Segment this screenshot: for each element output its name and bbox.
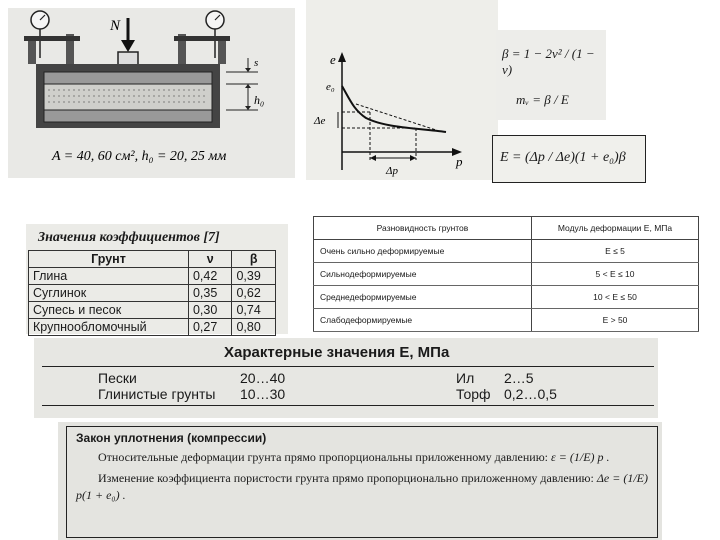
char-item-clay-name: Глинистые грунты xyxy=(98,386,216,402)
characteristic-title: Характерные значения E, МПа xyxy=(224,344,450,361)
coef-header-beta: β xyxy=(232,251,276,268)
law-text xyxy=(76,430,648,504)
e-formula: E = (Δp / Δe)(1 + e₀)β xyxy=(500,150,626,165)
law-title: Закон уплотнения (компрессии) xyxy=(76,431,267,445)
beta-formula: β = 1 − 2ν² / (1 − ν) xyxy=(502,46,595,77)
mv-formula: mᵥ = β / E xyxy=(516,92,569,107)
dp-label: Δp xyxy=(386,165,398,177)
coef-header-nu: ν xyxy=(188,251,232,268)
coefficients-title: Значения коэффициентов [7] xyxy=(38,230,220,245)
compression-curve xyxy=(342,86,446,132)
law-formula-1: ε = (1/E) p . xyxy=(551,450,610,464)
char-item-sand-value: 20…40 xyxy=(240,370,286,386)
e0-label: e₀ xyxy=(326,81,335,93)
deform-header-modulus: Модуль деформации E, МПа xyxy=(532,217,699,240)
load-label: N xyxy=(110,18,121,34)
deformability-table xyxy=(313,216,699,332)
compression-graph xyxy=(306,0,498,180)
de-label: Δe xyxy=(314,115,326,127)
char-item-peat-value: 0,2…0,5 xyxy=(504,386,557,402)
law-paragraph-2: Изменение коэффициента пористости грунта прямо пропорционально приложенному давлению: Δe = (1/E) p(1 + e₀) . xyxy=(76,471,648,502)
law-paragraph-1: Относительные деформации грунта прямо пропорциональны приложенному давлению: ε = (1/E) p . xyxy=(98,450,610,464)
table-row: Сильнодеформируемые 5 < E ≤ 10 xyxy=(314,263,699,286)
p-axis-label: p xyxy=(456,154,463,169)
char-item-clay-value: 10…30 xyxy=(240,386,286,402)
char-item-sand-name: Пески xyxy=(98,370,137,386)
diagram-caption: A = 40, 60 см², h₀ = 20, 25 мм xyxy=(52,149,227,164)
char-item-silt-name: Ил xyxy=(456,370,475,386)
table-row: Очень сильно деформируемые E ≤ 5 xyxy=(314,240,699,263)
table-row: Слабодеформируемые E > 50 xyxy=(314,309,699,332)
deform-header-type: Разновидность грунтов xyxy=(314,217,532,240)
char-item-silt-value: 2…5 xyxy=(504,370,534,386)
oedometer-diagram xyxy=(8,8,295,178)
table-row: Крупнообломочный 0,27 0,80 xyxy=(29,319,276,336)
table-row: Супесь и песок 0,30 0,74 xyxy=(29,302,276,319)
law-formula-2: Δe = (1/E) p(1 + e₀) . xyxy=(76,471,648,502)
coefficients-table xyxy=(28,250,276,336)
char-item-peat-name: Торф xyxy=(456,386,491,402)
table-row: Среднедеформируемые 10 < E ≤ 50 xyxy=(314,286,699,309)
e-axis-label: e xyxy=(330,52,336,67)
height-label: h₀ xyxy=(254,93,265,107)
table-row: Суглинок 0,35 0,62 xyxy=(29,285,276,302)
settlement-label: s xyxy=(254,57,259,69)
coef-header-soil: Грунт xyxy=(29,251,189,268)
table-row: Глина 0,42 0,39 xyxy=(29,268,276,285)
